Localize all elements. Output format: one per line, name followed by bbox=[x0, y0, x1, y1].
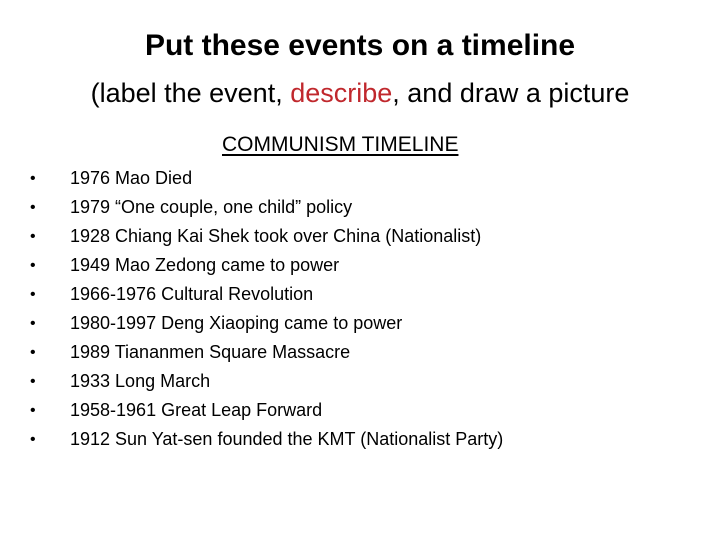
list-item bbox=[30, 396, 503, 425]
event-text: 1989 Tiananmen Square Massacre bbox=[70, 342, 351, 362]
event-text: 1933 Long March bbox=[70, 371, 211, 391]
list-item bbox=[30, 280, 503, 309]
bullet-icon: • bbox=[30, 256, 36, 274]
subtitle-text-after: , and draw a picture bbox=[392, 78, 630, 108]
bullet-icon: • bbox=[30, 314, 36, 332]
event-text: 1980-1997 Deng Xiaoping came to power bbox=[70, 313, 403, 333]
event-text: 1949 Mao Zedong came to power bbox=[70, 255, 340, 275]
event-text: 1976 Mao Died bbox=[70, 168, 193, 188]
subtitle-text-before: (label the event, bbox=[90, 78, 291, 108]
bullet-icon: • bbox=[30, 227, 36, 245]
section-heading: COMMUNISM TIMELINE bbox=[222, 133, 459, 156]
slide-subtitle bbox=[0, 74, 720, 112]
event-list bbox=[30, 164, 503, 454]
bullet-icon: • bbox=[30, 401, 36, 419]
list-item bbox=[30, 338, 503, 367]
list-item bbox=[30, 367, 503, 396]
list-item bbox=[30, 193, 503, 222]
bullet-icon: • bbox=[30, 372, 36, 390]
event-text: 1912 Sun Yat-sen founded the KMT (Nationalist Party) bbox=[70, 429, 504, 449]
event-text: 1958-1961 Great Leap Forward bbox=[70, 400, 323, 420]
subtitle-highlight-word: describe bbox=[290, 78, 393, 108]
bullet-icon: • bbox=[30, 430, 36, 448]
bullet-icon: • bbox=[30, 285, 36, 303]
list-item bbox=[30, 222, 503, 251]
list-item bbox=[30, 164, 503, 193]
event-text: 1966-1976 Cultural Revolution bbox=[70, 284, 314, 304]
slide-title: Put these events on a timeline bbox=[144, 29, 576, 62]
bullet-icon: • bbox=[30, 343, 36, 361]
bullet-icon: • bbox=[30, 198, 36, 216]
list-item bbox=[30, 251, 503, 280]
list-item bbox=[30, 425, 503, 454]
bullet-icon: • bbox=[30, 169, 36, 187]
event-text: 1979 “One couple, one child” policy bbox=[70, 197, 353, 217]
event-text: 1928 Chiang Kai Shek took over China (Nationalist) bbox=[70, 226, 482, 246]
list-item bbox=[30, 309, 503, 338]
